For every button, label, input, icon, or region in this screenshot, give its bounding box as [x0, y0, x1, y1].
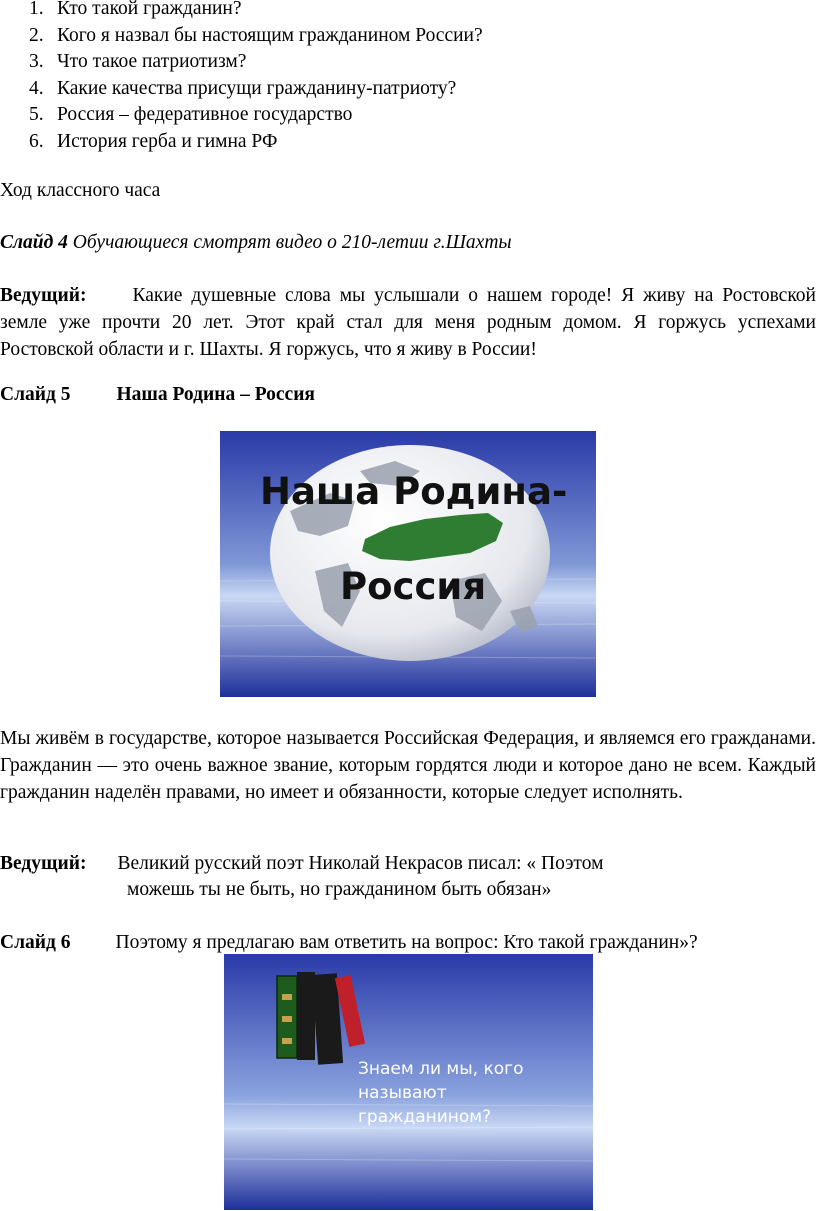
citizen-paragraph: Мы живём в государстве, которое называется Российская Федерация, и являемся его гражданами. Гражданин — это очень важное звание, которым гордятся люди и которое дано не всем. Каждый гражданин наделён правами, но имеет и обязанности, которые следует исполнять. [0, 728, 816, 803]
slide6-image-line1: Знаем ли мы, кого [358, 1059, 524, 1079]
globe-illustration [220, 431, 596, 697]
slide6-image-line3: гражданином? [358, 1107, 492, 1127]
slide5-title: Наша Родина – Россия [116, 384, 315, 405]
slide5-label: Слайд 5 [0, 384, 71, 405]
document-page: 1. Кто такой гражданин? 2. Кого я назвал бы настоящим гражданином России? 3. Что такое патриотизм? 4. Какие качества присущи гражданину-патриоту? 5. Россия – федеративное государство 6. История герба и гимна РФ Ход классного часа Слайд 4 Обучающиеся смотрят видео о 210-летии г.Шахты Ведущий: Какие душевные слова мы услышали о нашем городе! Я живу на Ростовской земле уже прочти 20 лет. Этот край стал для меня родным домом. Я горжусь успехами Ростовской области и г. Шахты. Я горжусь, что я живу в России! Слайд 5 Наша Родина – Россия Наша Родина- Россия Мы живём в государстве, которое называется Российская Федерация, и являемся его гражданами. Гражданин — это очень важное звание, которым гордятся люди и которое дано не всем. Каждый гражданин наделён правами, но имеет и обязанности, которые следует исполнять. Ведущий: Великий русский поэт Николай Некрасов писал: « Поэтом можешь ты не быть, но гражданином быть обязан» Слайд 6 Поэтому я предлагаю вам ответить на вопрос: Кто такой гражданин»? Знаем ли мы, кого называют гражданином? [0, 0, 816, 1211]
slide6-line [0, 930, 698, 956]
host1-label: Ведущий: [0, 285, 87, 306]
slide4-line [0, 230, 512, 256]
host1-paragraph [0, 283, 816, 363]
host2-text-line1: Великий русский поэт Николай Некрасов писал: « Поэтом [117, 853, 604, 874]
slide6-image-line2: называют [358, 1083, 447, 1103]
slide4-label: Слайд 4 [0, 232, 68, 253]
slide5-image [220, 431, 596, 697]
slide5-image-line2: Россия [340, 565, 487, 608]
host1-text: Какие душевные слова мы услышали о нашем городе! Я живу на Ростовской земле уже прочти 20 лет. Этот край стал для меня родным домом. Я горжусь успехами Ростовской области и г. Шахты. Я горжусь, что я живу в России! [0, 285, 816, 360]
books-illustration [224, 954, 593, 1210]
slide6-label: Слайд 6 [0, 932, 71, 953]
slide4-text: Обучающиеся смотрят видео о 210-летии г.Шахты [72, 232, 512, 253]
host2-label: Ведущий: [0, 853, 87, 874]
host2-text-line2: можешь ты не быть, но гражданином быть обязан» [127, 879, 552, 900]
slide6-text: Поэтому я предлагаю вам ответить на вопрос: Кто такой гражданин»? [115, 932, 698, 953]
slide6-image [224, 954, 593, 1210]
slide5-image-line1: Наша Родина- [260, 470, 568, 513]
course-heading: Ход классного часа [0, 180, 161, 201]
slide5-heading [0, 382, 315, 408]
host2-line1 [0, 851, 603, 877]
